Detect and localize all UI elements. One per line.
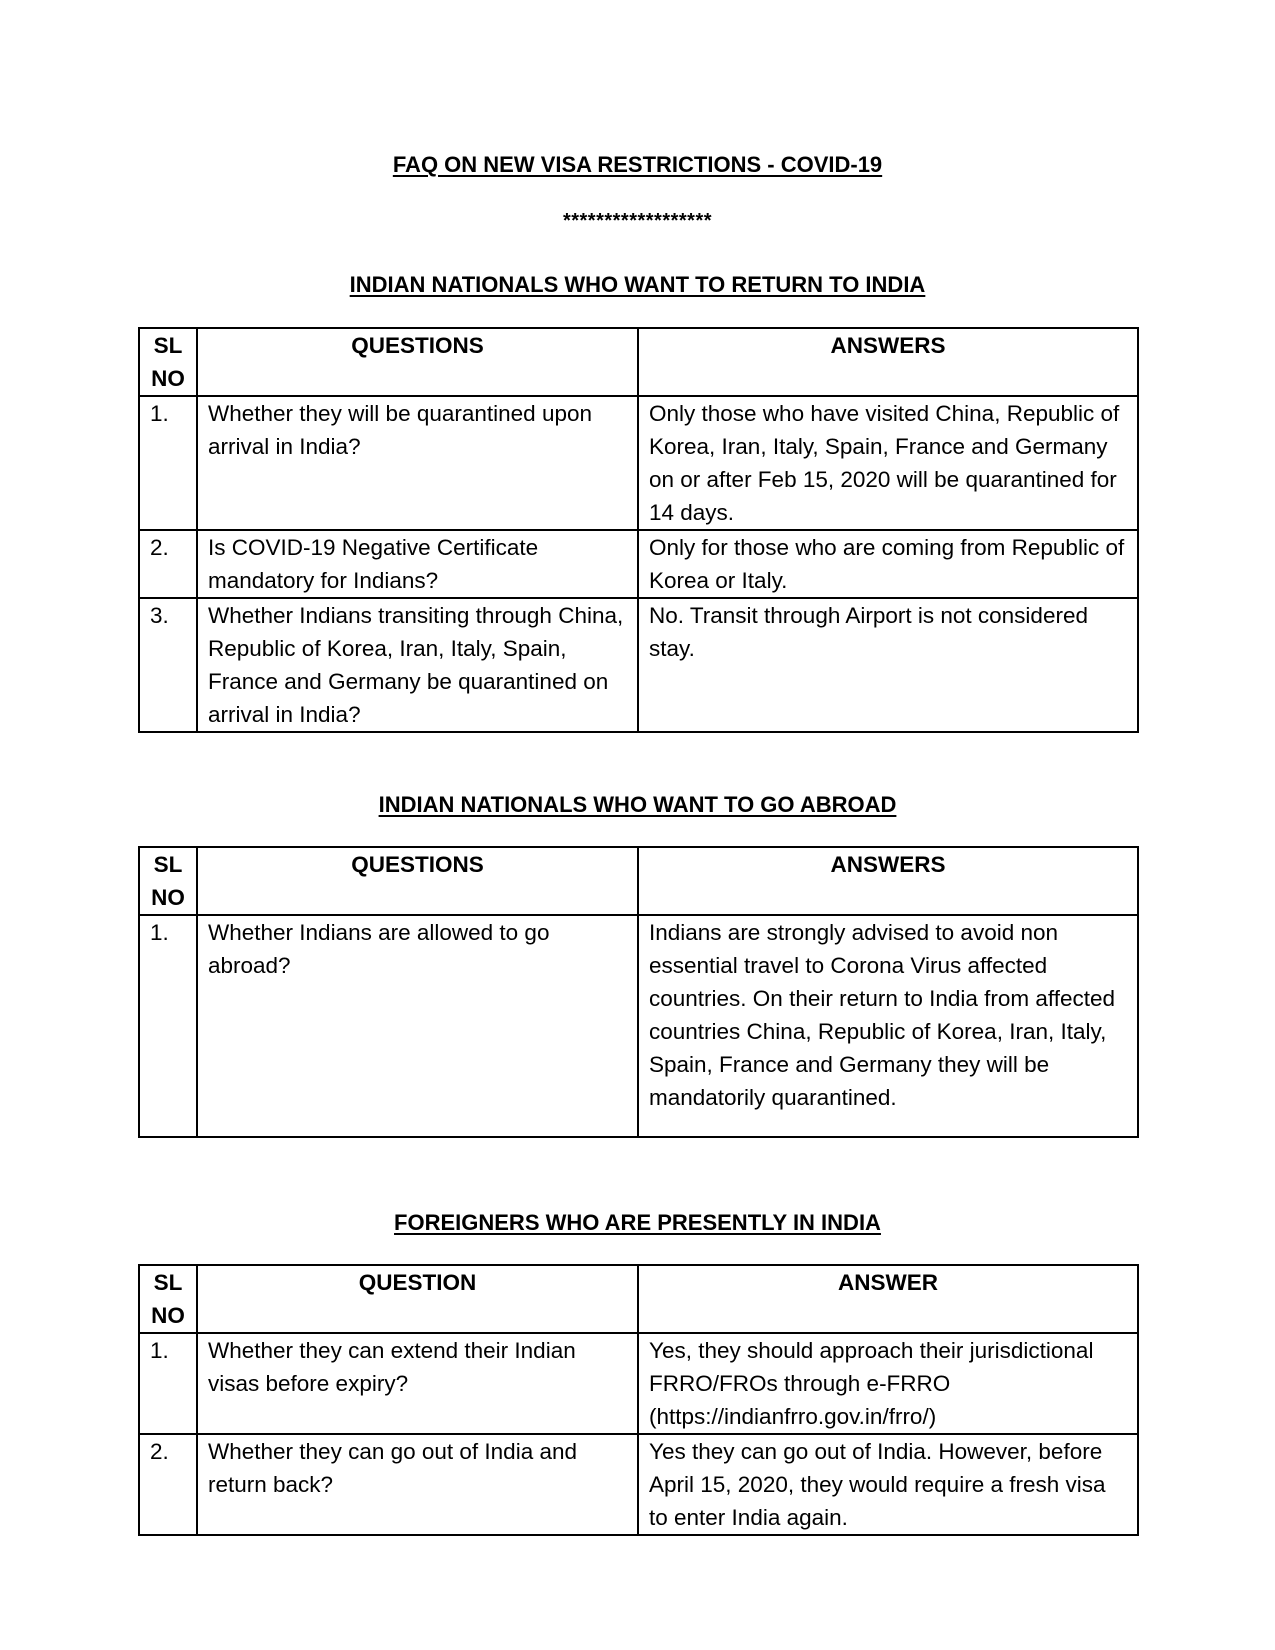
row-sl: 1. [139, 1333, 197, 1434]
section-heading-return: INDIAN NATIONALS WHO WANT TO RETURN TO INDIA [349, 272, 926, 297]
table-row [139, 915, 1138, 1137]
faq-table-abroad [138, 846, 1139, 1138]
table-header-row [139, 328, 1138, 396]
table-row [139, 598, 1138, 732]
faq-table-return [138, 327, 1139, 733]
header-answers: ANSWERS [638, 328, 1138, 396]
row-answer: Only those who have visited China, Republic of Korea, Iran, Italy, Spain, France and Germany on or after Feb 15, 2020 will be quarantined for 14 days. [638, 396, 1138, 530]
row-question: Whether they can go out of India and return back? [197, 1434, 638, 1535]
section-heading-foreigners: FOREIGNERS WHO ARE PRESENTLY IN INDIA [394, 1210, 881, 1235]
row-answer: Only for those who are coming from Republic of Korea or Italy. [638, 530, 1138, 598]
header-no-label: NO [151, 366, 185, 391]
row-answer: Indians are strongly advised to avoid non essential travel to Corona Virus affected countries. On their return to India from affected countries China, Republic of Korea, Iran, Italy, Spain, France and Germany they will be mandatorily quarantined. [638, 915, 1138, 1137]
header-question: QUESTION [197, 1265, 638, 1333]
header-sl-no [139, 847, 197, 915]
table-row [139, 530, 1138, 598]
faq-table-foreigners [138, 1264, 1139, 1536]
row-sl: 3. [139, 598, 197, 732]
header-sl-no [139, 328, 197, 396]
header-sl-label: SL [153, 852, 183, 877]
table-row [139, 396, 1138, 530]
document-title: FAQ ON NEW VISA RESTRICTIONS - COVID-19 [392, 152, 883, 177]
header-no-label: NO [151, 1303, 185, 1328]
row-answer: Yes they can go out of India. However, before April 15, 2020, they would require a fresh visa to enter India again. [638, 1434, 1138, 1535]
row-sl: 1. [139, 396, 197, 530]
table-header-row [139, 1265, 1138, 1333]
row-sl: 1. [139, 915, 197, 1137]
header-sl-no [139, 1265, 197, 1333]
row-question: Whether they can extend their Indian visas before expiry? [197, 1333, 638, 1434]
section-heading-abroad: INDIAN NATIONALS WHO WANT TO GO ABROAD [378, 792, 897, 817]
header-questions: QUESTIONS [197, 847, 638, 915]
row-sl: 2. [139, 1434, 197, 1535]
header-sl-label: SL [153, 333, 183, 358]
header-sl-label: SL [153, 1270, 183, 1295]
row-question: Is COVID-19 Negative Certificate mandatory for Indians? [197, 530, 638, 598]
row-sl: 2. [139, 530, 197, 598]
header-answers: ANSWERS [638, 847, 1138, 915]
row-answer: Yes, they should approach their jurisdictional FRRO/FROs through e-FRRO (https://indianfrro.gov.in/frro/) [638, 1333, 1138, 1434]
header-no-label: NO [151, 885, 185, 910]
table-row [139, 1434, 1138, 1535]
header-questions: QUESTIONS [197, 328, 638, 396]
header-answer: ANSWER [638, 1265, 1138, 1333]
row-answer: No. Transit through Airport is not considered stay. [638, 598, 1138, 732]
separator-stars: ****************** [562, 210, 713, 232]
row-question: Whether Indians transiting through China, Republic of Korea, Iran, Italy, Spain, France and Germany be quarantined on arrival in India? [197, 598, 638, 732]
row-question: Whether Indians are allowed to go abroad? [197, 915, 638, 1137]
table-row [139, 1333, 1138, 1434]
row-question: Whether they will be quarantined upon arrival in India? [197, 396, 638, 530]
table-header-row [139, 847, 1138, 915]
